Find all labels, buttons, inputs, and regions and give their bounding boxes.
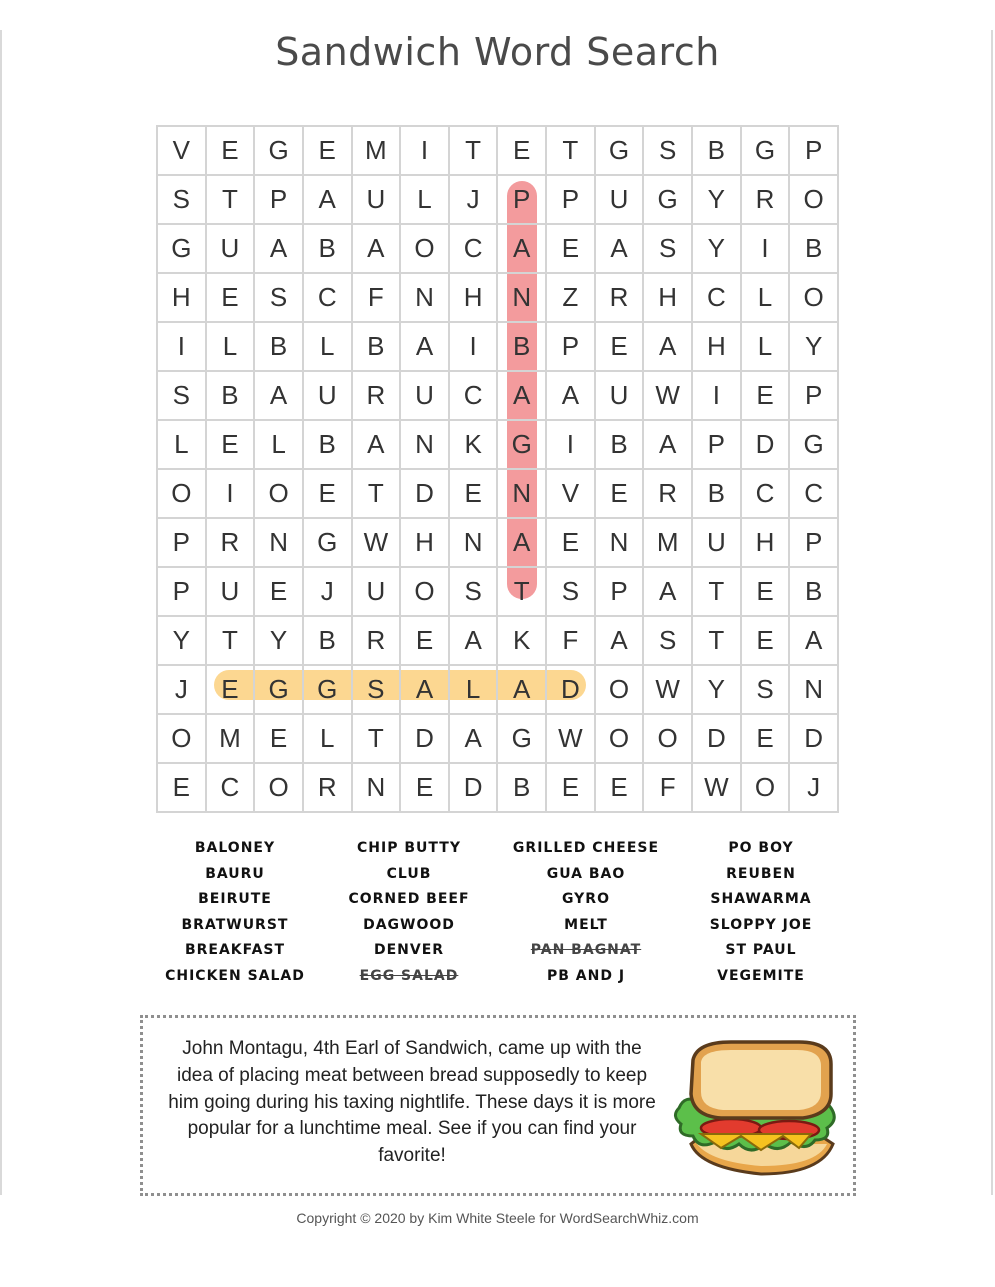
grid-cell[interactable]: Y <box>789 322 838 371</box>
grid-row <box>157 224 838 273</box>
grid-row <box>157 469 838 518</box>
grid-cell[interactable]: A <box>352 420 401 469</box>
grid-cell[interactable]: T <box>352 469 401 518</box>
grid-cell[interactable]: E <box>741 567 790 616</box>
grid-cell[interactable]: E <box>741 371 790 420</box>
grid-cell[interactable]: U <box>595 371 644 420</box>
sandwich-icon <box>671 1036 843 1178</box>
grid-cell[interactable]: B <box>497 322 546 371</box>
page-edge-left <box>0 30 2 1195</box>
fact-line: him going during his taxing nightlife. These days it is more <box>168 1091 656 1113</box>
grid-cell[interactable]: K <box>497 616 546 665</box>
grid-cell[interactable]: B <box>789 224 838 273</box>
grid-cell[interactable]: N <box>497 273 546 322</box>
grid-cell[interactable]: B <box>789 567 838 616</box>
grid-cell[interactable]: E <box>400 616 449 665</box>
grid-cell[interactable]: N <box>400 420 449 469</box>
grid-row <box>157 420 838 469</box>
copyright-text: Copyright © 2020 by Kim White Steele for WordSearchWhiz.com <box>296 1210 699 1226</box>
grid-cell[interactable]: I <box>449 322 498 371</box>
grid-cell[interactable]: G <box>643 175 692 224</box>
grid-cell[interactable]: O <box>400 567 449 616</box>
word-list-item: CHICKEN SALAD <box>165 967 305 984</box>
grid-cell[interactable]: E <box>303 126 352 175</box>
grid-cell[interactable]: A <box>595 224 644 273</box>
grid-cell[interactable]: L <box>303 322 352 371</box>
grid-cell[interactable]: B <box>692 469 741 518</box>
word-list-item: REUBEN <box>726 865 796 882</box>
grid-cell[interactable]: A <box>497 224 546 273</box>
grid-cell[interactable]: P <box>546 175 595 224</box>
grid-cell[interactable]: A <box>449 714 498 763</box>
word-list-item: PAN BAGNAT <box>530 942 642 959</box>
grid-cell[interactable]: P <box>789 371 838 420</box>
word-list-item: CHIP BUTTY <box>357 840 461 856</box>
grid-cell[interactable]: P <box>254 175 303 224</box>
grid-cell[interactable]: A <box>400 665 449 714</box>
grid-cell[interactable]: L <box>741 322 790 371</box>
grid-cell[interactable]: Y <box>692 175 741 224</box>
grid-cell[interactable]: B <box>352 322 401 371</box>
grid-cell[interactable]: H <box>692 322 741 371</box>
grid-cell[interactable]: U <box>352 567 401 616</box>
grid-row <box>157 322 838 371</box>
grid-cell[interactable]: S <box>546 567 595 616</box>
word-list-item: MELT <box>564 916 608 933</box>
grid-cell[interactable]: U <box>303 371 352 420</box>
word-search-grid <box>156 125 839 811</box>
grid-cell[interactable]: L <box>400 175 449 224</box>
grid-cell[interactable]: D <box>692 714 741 763</box>
grid-cell[interactable]: E <box>741 616 790 665</box>
grid-cell[interactable]: T <box>692 616 741 665</box>
grid-cell[interactable]: C <box>206 763 255 812</box>
grid-cell[interactable]: G <box>303 665 352 714</box>
grid-cell[interactable]: S <box>643 224 692 273</box>
grid-cell[interactable]: E <box>741 714 790 763</box>
grid-cell[interactable]: O <box>643 714 692 763</box>
grid-cell[interactable]: U <box>692 518 741 567</box>
grid-cell[interactable]: Y <box>157 616 206 665</box>
grid-cell[interactable]: P <box>692 420 741 469</box>
word-list-item: BAURU <box>205 865 265 882</box>
grid-cell[interactable]: H <box>643 273 692 322</box>
fact-line: popular for a lunchtime meal. See if you can find your <box>187 1118 637 1140</box>
fact-line: John Montagu, 4th Earl of Sandwich, came up with the <box>182 1038 642 1059</box>
grid-row <box>157 273 838 322</box>
grid-cell[interactable]: L <box>206 322 255 371</box>
grid-cell[interactable]: R <box>352 371 401 420</box>
grid-cell[interactable]: O <box>400 224 449 273</box>
grid-cell[interactable]: H <box>741 518 790 567</box>
grid-cell[interactable]: P <box>789 126 838 175</box>
grid-cell[interactable]: O <box>254 469 303 518</box>
grid-cell[interactable]: C <box>692 273 741 322</box>
grid-cell[interactable]: Y <box>692 224 741 273</box>
grid-cell[interactable]: A <box>497 371 546 420</box>
grid-cell[interactable]: N <box>254 518 303 567</box>
grid-cell[interactable]: C <box>449 224 498 273</box>
grid-cell[interactable]: L <box>449 665 498 714</box>
grid-cell[interactable]: A <box>595 616 644 665</box>
grid-row <box>157 518 838 567</box>
grid-cell[interactable]: B <box>497 763 546 812</box>
grid-cell[interactable]: S <box>449 567 498 616</box>
grid-cell[interactable]: O <box>595 714 644 763</box>
word-list-item: PB AND J <box>546 967 626 984</box>
grid-cell[interactable]: Z <box>546 273 595 322</box>
grid-cell[interactable]: S <box>643 126 692 175</box>
grid-cell[interactable]: S <box>741 665 790 714</box>
grid-cell[interactable]: W <box>546 714 595 763</box>
grid-row <box>157 714 838 763</box>
grid-cell[interactable]: R <box>741 175 790 224</box>
grid-cell[interactable]: R <box>595 273 644 322</box>
grid-cell[interactable]: E <box>449 469 498 518</box>
word-list-item: BREAKFAST <box>184 942 286 959</box>
grid-cell[interactable]: B <box>206 371 255 420</box>
word-column-4 <box>666 836 856 990</box>
grid-cell[interactable]: Y <box>692 665 741 714</box>
grid-cell[interactable]: G <box>595 126 644 175</box>
grid-cell[interactable]: S <box>254 273 303 322</box>
grid-cell[interactable]: F <box>352 273 401 322</box>
grid-cell[interactable]: S <box>157 371 206 420</box>
grid-cell[interactable]: B <box>303 224 352 273</box>
grid-row <box>157 126 838 175</box>
grid-cell[interactable]: F <box>643 763 692 812</box>
grid-cell[interactable]: E <box>206 665 255 714</box>
grid-cell[interactable]: M <box>643 518 692 567</box>
grid-cell[interactable]: A <box>643 322 692 371</box>
grid-cell[interactable]: U <box>206 567 255 616</box>
word-column-3 <box>491 836 681 990</box>
grid-cell[interactable]: E <box>206 126 255 175</box>
grid-cell[interactable]: E <box>546 518 595 567</box>
word-list-item: SHAWARMA <box>710 891 812 908</box>
page-title: Sandwich Word Search <box>275 30 720 74</box>
grid-cell[interactable]: U <box>400 371 449 420</box>
grid-cell[interactable]: I <box>400 126 449 175</box>
grid-cell[interactable]: R <box>352 616 401 665</box>
grid-cell[interactable]: T <box>206 616 255 665</box>
grid-cell[interactable]: E <box>206 273 255 322</box>
grid-cell[interactable]: V <box>157 126 206 175</box>
grid-cell[interactable]: O <box>789 273 838 322</box>
grid-cell[interactable]: O <box>789 175 838 224</box>
grid-cell[interactable]: L <box>741 273 790 322</box>
grid-cell[interactable]: A <box>546 371 595 420</box>
grid-cell[interactable]: T <box>206 175 255 224</box>
grid-cell[interactable]: R <box>303 763 352 812</box>
grid-cell[interactable]: T <box>546 126 595 175</box>
word-list-item: GRILLED CHEESE <box>512 840 660 856</box>
grid-cell[interactable]: L <box>254 420 303 469</box>
grid-cell[interactable]: O <box>157 469 206 518</box>
grid-row <box>157 665 838 714</box>
grid-row <box>157 567 838 616</box>
grid-cell[interactable]: B <box>303 420 352 469</box>
grid-cell[interactable]: E <box>157 763 206 812</box>
grid-cell[interactable]: G <box>497 420 546 469</box>
grid-cell[interactable]: M <box>206 714 255 763</box>
grid-cell[interactable]: A <box>352 224 401 273</box>
word-list-item: CLUB <box>386 865 432 882</box>
grid-row <box>157 616 838 665</box>
grid-cell[interactable]: H <box>449 273 498 322</box>
grid-cell[interactable]: C <box>741 469 790 518</box>
grid-cell[interactable]: N <box>497 469 546 518</box>
grid-cell[interactable]: C <box>789 469 838 518</box>
grid-cell[interactable]: E <box>254 714 303 763</box>
grid-cell[interactable]: I <box>206 469 255 518</box>
grid-cell[interactable]: A <box>497 665 546 714</box>
grid-cell[interactable]: D <box>546 665 595 714</box>
grid-cell[interactable]: J <box>157 665 206 714</box>
grid-cell[interactable]: W <box>643 665 692 714</box>
grid-cell[interactable]: H <box>157 273 206 322</box>
word-list-item: DAGWOOD <box>363 916 455 933</box>
grid-cell[interactable]: U <box>206 224 255 273</box>
grid-cell[interactable]: B <box>595 420 644 469</box>
grid-cell[interactable]: C <box>449 371 498 420</box>
page-edge-right <box>991 30 993 1195</box>
grid-cell[interactable]: E <box>206 420 255 469</box>
grid-cell[interactable]: B <box>303 616 352 665</box>
grid-cell[interactable]: E <box>303 469 352 518</box>
grid-cell[interactable]: L <box>157 420 206 469</box>
grid-cell[interactable]: N <box>352 763 401 812</box>
grid-cell[interactable]: D <box>400 469 449 518</box>
grid-cell[interactable]: J <box>449 175 498 224</box>
grid-cell[interactable]: C <box>303 273 352 322</box>
grid-cell[interactable]: A <box>400 322 449 371</box>
grid-cell[interactable]: A <box>497 518 546 567</box>
word-list-item: CORNED BEEF <box>348 891 470 908</box>
grid-cell[interactable]: O <box>157 714 206 763</box>
grid-cell[interactable]: O <box>595 665 644 714</box>
grid-cell[interactable]: E <box>595 469 644 518</box>
grid-cell[interactable]: A <box>254 224 303 273</box>
word-column-1 <box>140 836 330 990</box>
word-column-2 <box>314 836 504 990</box>
word-list <box>140 836 855 988</box>
grid-cell[interactable]: T <box>449 126 498 175</box>
grid-cell[interactable]: Y <box>254 616 303 665</box>
grid-cell[interactable]: I <box>741 224 790 273</box>
grid-cell[interactable]: A <box>789 616 838 665</box>
grid-cell[interactable]: E <box>595 322 644 371</box>
grid-cell[interactable]: T <box>692 567 741 616</box>
grid-cell[interactable]: I <box>157 322 206 371</box>
word-list-item: VEGEMITE <box>717 967 805 984</box>
grid-cell[interactable]: A <box>303 175 352 224</box>
grid-cell[interactable]: K <box>449 420 498 469</box>
grid-cell[interactable]: G <box>303 518 352 567</box>
grid-cell[interactable]: G <box>254 126 303 175</box>
grid-cell[interactable]: P <box>157 518 206 567</box>
grid-cell[interactable]: E <box>400 763 449 812</box>
grid-cell[interactable]: M <box>352 126 401 175</box>
word-list-item: SLOPPY JOE <box>709 916 813 933</box>
grid-cell[interactable]: I <box>546 420 595 469</box>
grid-cell[interactable]: L <box>303 714 352 763</box>
word-list-item: GYRO <box>561 891 610 908</box>
grid-cell[interactable]: N <box>449 518 498 567</box>
grid-cell[interactable]: O <box>741 763 790 812</box>
grid-cell[interactable]: A <box>449 616 498 665</box>
grid-cell[interactable]: E <box>595 763 644 812</box>
grid-cell[interactable]: S <box>157 175 206 224</box>
grid-cell[interactable]: D <box>449 763 498 812</box>
grid-cell[interactable]: R <box>643 469 692 518</box>
grid-cell[interactable]: W <box>643 371 692 420</box>
fact-text <box>157 1036 667 1170</box>
grid-cell[interactable]: G <box>789 420 838 469</box>
word-list-item: BALONEY <box>194 840 276 856</box>
grid-cell[interactable]: S <box>352 665 401 714</box>
grid-cell[interactable]: E <box>497 126 546 175</box>
fact-box <box>140 1015 856 1196</box>
grid-cell[interactable]: W <box>352 518 401 567</box>
grid-cell[interactable]: G <box>497 714 546 763</box>
grid-cell[interactable]: S <box>643 616 692 665</box>
grid-cell[interactable]: I <box>692 371 741 420</box>
grid-row <box>157 763 838 812</box>
grid-cell[interactable]: G <box>157 224 206 273</box>
grid-row <box>157 371 838 420</box>
grid-row <box>157 175 838 224</box>
grid-cell[interactable]: E <box>254 567 303 616</box>
grid-cell[interactable]: B <box>692 126 741 175</box>
grid-cell[interactable]: D <box>400 714 449 763</box>
word-list-item: GUA BAO <box>546 865 626 882</box>
word-list-item: ST PAUL <box>725 942 797 959</box>
word-list-item: DENVER <box>373 942 445 959</box>
grid-cell[interactable]: D <box>789 714 838 763</box>
grid-cell[interactable]: T <box>352 714 401 763</box>
grid-cell[interactable]: P <box>546 322 595 371</box>
grid-cell[interactable]: F <box>546 616 595 665</box>
grid-cell[interactable]: P <box>789 518 838 567</box>
grid-cell[interactable]: P <box>595 567 644 616</box>
grid-cell[interactable]: P <box>497 175 546 224</box>
word-list-item: BEIRUTE <box>198 891 272 908</box>
grid-cell[interactable]: W <box>692 763 741 812</box>
grid-cell[interactable]: J <box>789 763 838 812</box>
grid-cell[interactable]: D <box>741 420 790 469</box>
grid-cell[interactable]: E <box>546 224 595 273</box>
grid-cell[interactable]: B <box>254 322 303 371</box>
grid-cell[interactable]: A <box>643 420 692 469</box>
grid-cell[interactable]: N <box>789 665 838 714</box>
grid-cell[interactable]: E <box>546 763 595 812</box>
grid-cell[interactable]: U <box>352 175 401 224</box>
grid-cell[interactable]: R <box>206 518 255 567</box>
grid-cell[interactable]: A <box>254 371 303 420</box>
letter-grid-table <box>156 125 839 813</box>
grid-cell[interactable]: O <box>254 763 303 812</box>
word-list-item: PO BOY <box>728 840 794 856</box>
word-list-item: BRATWURST <box>181 916 289 933</box>
grid-cell[interactable]: G <box>254 665 303 714</box>
grid-cell[interactable]: G <box>741 126 790 175</box>
grid-cell[interactable]: V <box>546 469 595 518</box>
fact-line: idea of placing meat between bread supposedly to keep <box>176 1064 648 1086</box>
grid-cell[interactable]: H <box>400 518 449 567</box>
word-list-item: EGG SALAD <box>359 967 459 984</box>
fact-line: favorite! <box>378 1145 446 1167</box>
grid-cell[interactable]: P <box>157 567 206 616</box>
grid-cell[interactable]: N <box>400 273 449 322</box>
grid-cell[interactable]: N <box>595 518 644 567</box>
grid-cell[interactable]: A <box>643 567 692 616</box>
grid-cell[interactable]: T <box>497 567 546 616</box>
grid-cell[interactable]: J <box>303 567 352 616</box>
grid-cell[interactable]: U <box>595 175 644 224</box>
